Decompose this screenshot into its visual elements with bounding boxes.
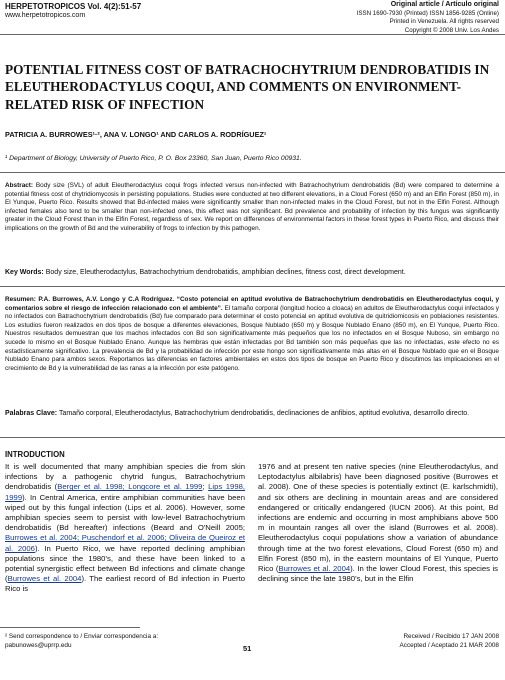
author-affiliation: ¹ Department of Biology, University of Puerto Rico, P. O. Box 23360, San Juan, Puerto Rico 00931. [5,155,302,162]
intro-text: ; [202,482,209,492]
issn-line: ISSN 1690-7930 (Printed) ISSN 1856-9285 (Online) [356,9,499,17]
intro-text: ). The earliest record of Bd infection in Puerto Rico is [5,574,245,594]
citation-link[interactable]: Berger et al. 1998; Longcore et al. 1999 [57,482,203,492]
palabras-label: Palabras Clave: [5,410,58,417]
dates-info [299,632,499,650]
received-date: Received / Recibido 17 JAN 2008 [403,633,499,640]
citation-link[interactable]: Burrowes et al. 2004; Puschendorf et al. 2006; Oliveira de Queiroz et al. 2006 [5,533,245,553]
intro-text: ). In the lower Cloud Forest, this species is declining since the late 1980’s, but in the Elfin [258,564,499,584]
abstract-text: Body size (SVL) of adult Eleutherodactylus coqui frogs infected versus non-infected with Batrachochytrium dendrobatidis (Bd) were compared to determine a potential fitness cost of chytridiomycosis in persisting populations. Studies were conducted at two different elevations, in a Cloud Forest (650 m) and an Elfin Forest (850 m), in El Yunque, Puerto Rico. Results showed that Bd-infected males were significantly smaller than non-infected males in the Cloud Forest, but not in the Elfin Forest. Although infected females also tend to be smaller than non-infected ones, this effect was not significant. Bd prevalence and probability of infection by this fungus was significantly greater in the Cloud Forest than in the Elfin Forest, regardless of sex. We report on differences of environmental factors in these forest types in Puerto Rico, and discuss their implications on the growth of Bd and the vulnerability of frogs to infection by this pathogen. [5,182,499,232]
article-type: Original article / Artículo original [390,1,499,8]
publication-info [289,1,499,35]
author-list: PATRICIA A. BURROWES¹·², ANA V. LONGO¹ AND CARLOS A. RODRÍGUEZ¹ [5,130,267,139]
keywords [5,269,499,278]
resumen [5,296,499,373]
resumen-label: Resumen: [5,296,36,303]
citation-link[interactable]: Burrowes et al. 2004 [7,574,82,584]
keywords-rule [0,286,505,287]
intro-text: 1976 and at present ten native species (nine Eleutherodactylus, and Leptodactylus albilabris) have been diagnosed positive (Burrowes et al. 2008). One of these species is potentially extinct (E. karlschmidti), and six others are declining in mountain areas and are considered endangered or critically endangered (IUCN 2006). At this point, Bd infections are endemic and occurring in most amphibians above 500 m in mountain ranges all over the island (Burrowes et al. 2008). Eleutherodactylus coqui populations show a variation of abundance through time at the two forest elevations, Cloud Forest (650 m) and Elfin Forest (850 m), in the eastern mountains of El Yunque, Puerto Rico ( [258,462,498,574]
abstract-label: Abstract: [5,182,34,189]
correspondence-footnote [5,632,158,650]
intro-rule [0,437,505,438]
intro-text: It is well documented that many amphibian species die from skin infections by a pathogenic chytrid fungus, Batrachochytrium dendrobatidis ( [5,462,245,492]
abstract-top-rule [0,172,505,173]
palabras-clave [5,410,499,419]
intro-text: ). In Puerto Rico, we have reported declining amphibian populations since the 1980’s, and these have been linked to a potential synergistic effect between Bd infections and climate change ( [5,543,245,584]
printed-line: Printed in Venezuela. All rights reserved [389,18,499,26]
accepted-date: Accepted / Aceptado 21 MAR 2008 [399,642,499,649]
article-title: POTENTIAL FITNESS COST OF BATRACHOCHYTRIUM DENDROBATIDIS IN ELEUTHERODACTYLUS COQUI, AND COMMENTS ON ENVIRONMENT-RELATED RISK OF INFECTION [5,62,490,112]
introduction-left-column [5,462,245,595]
footnote-rule [0,627,140,628]
journal-name: HERPETOTROPICOS Vol. 4(2):51-57 [5,2,142,11]
resumen-text: El tamaño corporal (longitud hocico a cloaca) en adultos de Eleutherodactylus coqui infectados y no infectados con Batrachochytrium dendrobatidis (Bd) fue comparado para determinar el costo potencial en aptitud evolutiva de quitridiomicosis en poblaciones resistentes. Los estudios fueron realizados en dos tipos de bosque a diferentes elevaciones, Bosque Nublado (650 m) y Bosque Nublado Enano (850 m), en El Yunque, Puerto Rico. Nuestros resultados demuestran que los machos infectados con Bd son significativamente más pequeños que los no infectados en el Bosque Nuboso, sin embargo no sucede lo mismo en el Bosque Nublado Enano. Aunque las hembras que están infectadas por Bd también son más pequeñas que las no infectadas, este efecto no es estadísticamente significativo. La prevalencia de Bd y la probabilidad de infección por este hongo son significativamente más altas en el Bosque Nublado que en el Bosque Nublado Enano para ambos sexos. Reportamos las diferencias en factores ambientales en estos dos tipos de bosque en Puerto Rico y discutimos las implicaciones en el crecimiento de Bd y la vulnerabilidad de las ranas a la infección por este patógeno. [5,304,500,372]
correspondence-label: ² Send correspondence to / Enviar correspondencia a: [5,633,159,640]
intro-text: ). In Central America, entire amphibian communities have been wiped out by this fungal infection (Lips et al. 2006). However, some amphibian species seem to persist with low-level Batrachochytrium dendrobatidis (Bd hereafter) infections (Beard and O'Neill 2005; [5,492,245,533]
correspondence-email-link[interactable]: pabunowes@uprrp.edu [5,642,72,649]
introduction-right-column [258,462,498,584]
page-number: 51 [243,644,252,653]
introduction-heading: INTRODUCTION [5,450,65,459]
copyright-line: Copyright © 2008 Univ. Los Andes [404,26,499,34]
keywords-label: Key Words: [5,269,44,276]
header-rule [0,34,505,35]
keywords-text: Body size, Eleutherodactylus, Batrachochytrium dendrobatidis, amphibian declines, fitness cost, direct development. [45,269,406,276]
resumen-citation: P.A. Burrowes, A.V. Longo y C.A Rodríguez. “Costo potencial en aptitud evolutiva de Batrachochytrium dendrobatidis en Eleutherodactylus coqui, y comentarios sobre el riesgo de infección relacionado con el ambiente”. [5,296,500,312]
citation-link[interactable]: Lips 1998, 1999 [5,482,246,502]
citation-link[interactable]: Burrowes et al. 2004 [278,564,351,574]
journal-website-link[interactable]: www.herpetotropicos.com [5,12,86,19]
abstract [5,182,499,234]
palabras-text: Tamaño corporal, Eleutherodactylus, Batrachochytrium dendrobatidis, declinaciones de anfibios, aptitud evolutiva, desarrollo directo. [58,410,470,417]
